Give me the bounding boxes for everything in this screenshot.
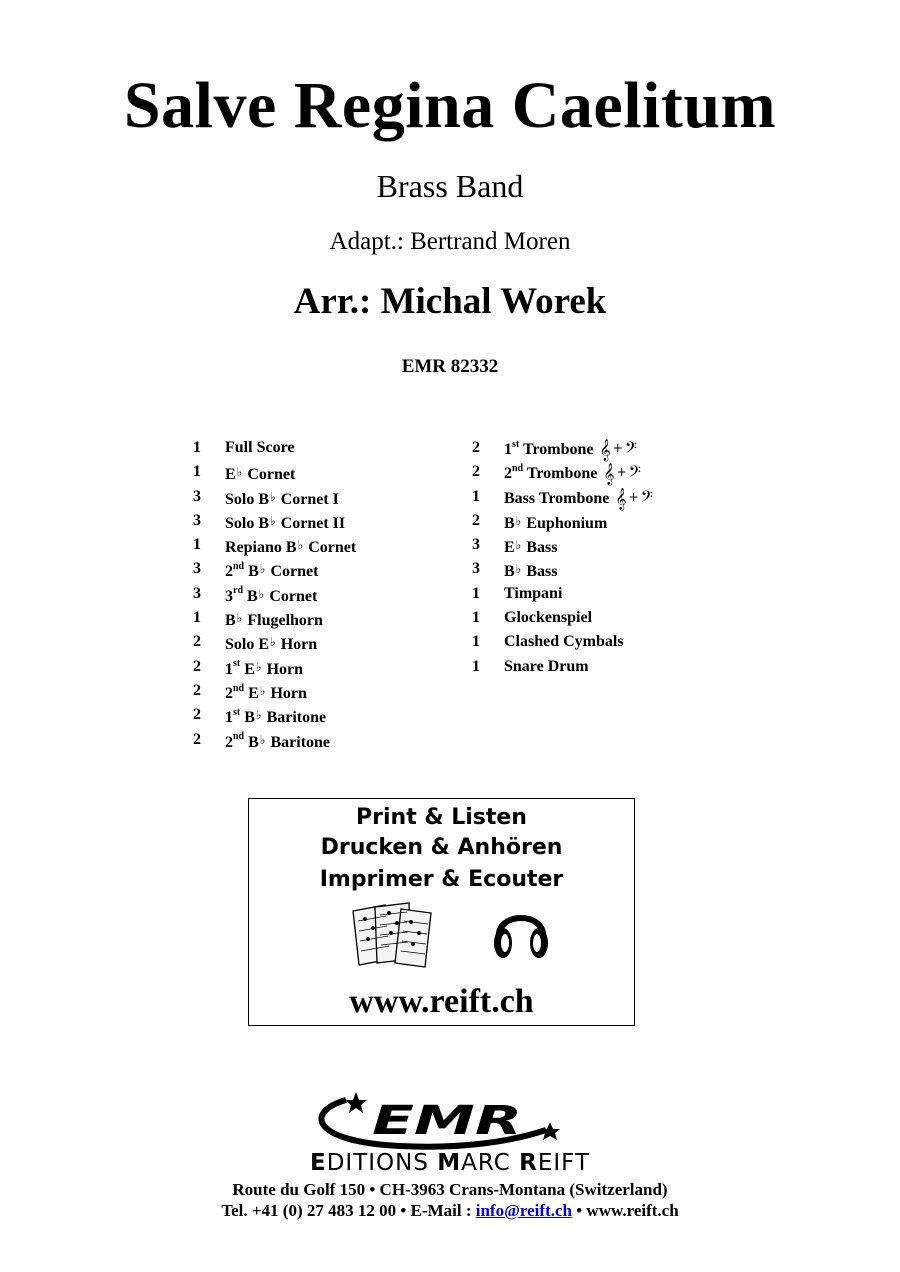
part-name <box>225 436 294 460</box>
publisher-initial: R <box>519 1150 538 1176</box>
part-name-text: Cornet <box>304 539 357 557</box>
flat-icon: ♭ <box>255 708 262 723</box>
part-name-text: B <box>504 563 515 581</box>
ordinal-number: 2 <box>225 733 233 751</box>
part-name-text: Solo B <box>225 490 270 508</box>
part-name-text: Flugelhorn <box>243 612 323 630</box>
part-quantity: 2 <box>193 657 201 675</box>
part-name-text: B <box>247 587 258 605</box>
flat-icon: ♭ <box>270 489 276 504</box>
part-quantity: 3 <box>472 560 480 578</box>
bass-clef-icon: 𝄢 <box>628 463 641 486</box>
part-name-text: Glockenspiel <box>504 609 593 627</box>
part-name-text: Euphonium <box>522 514 608 532</box>
part-quantity: 3 <box>472 536 480 554</box>
contact-phone: Tel. +41 (0) 27 483 12 00 • E-Mail : <box>221 1201 476 1220</box>
part-quantity: 1 <box>472 487 480 505</box>
part-name-text: E <box>225 466 236 484</box>
part-name-text: Bass Trombone <box>504 489 610 507</box>
part-quantity: 1 <box>193 439 201 456</box>
part-name <box>225 557 318 584</box>
part-name-text: Horn <box>276 636 318 654</box>
part-name <box>225 679 307 706</box>
part-name-text: Cornet I <box>276 490 339 508</box>
title: Salve Regina Caelitum <box>123 69 777 142</box>
ordinal-number: 2 <box>225 684 233 702</box>
part-name-text: B <box>225 612 236 630</box>
ordinal-number: 3 <box>225 587 233 605</box>
publisher-initial: E <box>309 1150 327 1176</box>
ordinal-number: 2 <box>225 563 233 581</box>
flat-icon: ♭ <box>236 611 243 626</box>
ordinal-number: 1 <box>225 709 233 727</box>
sheet-music-icon <box>349 901 441 969</box>
part-name-text: Full Score <box>225 439 295 456</box>
plus-sign: + <box>628 489 639 504</box>
part-quantity: 2 <box>193 633 201 651</box>
part-quantity: 3 <box>193 487 201 505</box>
logo-text: EMR <box>372 1098 522 1144</box>
part-name-text: Solo B <box>225 514 270 532</box>
part-name <box>504 485 653 511</box>
part-name <box>504 509 607 536</box>
part-name <box>225 485 339 512</box>
promo-line-english: Print & Listen <box>356 805 527 830</box>
part-quantity: 2 <box>472 439 480 456</box>
flat-icon: ♭ <box>515 562 522 577</box>
part-name-text: Clashed Cymbals <box>504 633 624 651</box>
treble-clef-icon: 𝄞 <box>593 439 611 461</box>
part-name <box>504 655 589 679</box>
flat-icon: ♭ <box>259 562 266 577</box>
part-name-text: Horn <box>266 684 307 702</box>
email-link[interactable]: info@reift.ch <box>475 1201 572 1220</box>
part-name <box>504 630 624 654</box>
part-name-text: B <box>244 709 255 727</box>
promo-line-french: Imprimer & Ecouter <box>319 867 564 892</box>
part-quantity: 2 <box>193 681 201 699</box>
ordinal-number: 2 <box>504 465 512 483</box>
publisher-word: ARC <box>461 1150 520 1176</box>
part-name <box>504 582 562 606</box>
part-name <box>225 606 323 633</box>
part-name <box>225 460 295 487</box>
part-name-text: Baritone <box>262 709 327 727</box>
part-name-text: B <box>248 733 259 751</box>
flat-icon: ♭ <box>259 732 266 747</box>
publisher-initial: M <box>437 1150 462 1176</box>
print-and-listen-box <box>248 798 635 1026</box>
part-name-text: Horn <box>262 660 304 678</box>
subtitle: Brass Band <box>376 168 524 204</box>
treble-clef-icon: 𝄞 <box>609 487 627 510</box>
publisher-word: EIFT <box>537 1150 591 1176</box>
catalog-number: EMR 82332 <box>401 356 499 377</box>
part-name <box>225 655 303 682</box>
part-name-text: Bass <box>522 539 558 557</box>
part-name-text: Trombone <box>526 465 598 483</box>
ordinal-suffix: st <box>233 706 241 718</box>
part-quantity: 2 <box>193 730 201 748</box>
flat-icon: ♭ <box>270 635 276 650</box>
part-name <box>225 582 317 609</box>
publisher-contact <box>0 1201 900 1221</box>
flat-icon: ♭ <box>297 538 304 553</box>
publisher-word: DITIONS <box>326 1150 438 1176</box>
part-quantity: 1 <box>193 609 201 627</box>
part-quantity: 1 <box>472 609 480 627</box>
ordinal-suffix: nd <box>233 682 245 694</box>
part-name-text: Baritone <box>266 733 331 751</box>
part-quantity: 1 <box>472 657 480 675</box>
part-name <box>504 606 592 630</box>
ordinal-suffix: st <box>233 658 241 670</box>
ordinal-number: 1 <box>504 441 512 458</box>
flat-icon: ♭ <box>255 659 262 674</box>
plus-sign: + <box>616 465 627 480</box>
ordinal-suffix: nd <box>233 731 245 743</box>
part-name-text: Cornet <box>265 587 318 605</box>
part-name <box>504 460 641 486</box>
part-name-text: E <box>248 684 259 702</box>
part-name-text: Trombone <box>522 441 594 458</box>
part-name-text: Solo E <box>225 636 270 654</box>
flat-icon: ♭ <box>515 513 522 528</box>
contact-website: • www.reift.ch <box>571 1201 679 1220</box>
flat-icon: ♭ <box>259 683 266 698</box>
part-name <box>225 703 326 730</box>
part-name-text: Cornet II <box>276 514 346 532</box>
part-name <box>225 533 356 560</box>
publisher-address: Route du Golf 150 • CH-3963 Crans-Montana (Switzerland) <box>232 1180 668 1199</box>
arranger-credit: Arr.: Michal Worek <box>293 281 607 322</box>
flat-icon: ♭ <box>270 513 276 528</box>
flat-icon: ♭ <box>236 465 243 480</box>
part-name <box>504 436 637 462</box>
ordinal-number: 1 <box>225 660 233 678</box>
part-quantity: 3 <box>193 560 201 578</box>
part-quantity: 3 <box>193 584 201 602</box>
part-name <box>225 509 345 536</box>
part-name <box>225 728 330 755</box>
part-name <box>504 533 557 560</box>
part-name-text: E <box>244 660 255 678</box>
part-name-text: Cornet <box>266 563 319 581</box>
publisher-name <box>0 1150 900 1176</box>
plus-sign: + <box>612 441 623 455</box>
promo-line-german: Drucken & Anhören <box>320 835 563 860</box>
part-quantity: 1 <box>193 536 201 554</box>
part-quantity: 2 <box>193 706 201 724</box>
ordinal-suffix: st <box>512 438 520 450</box>
flat-icon: ♭ <box>258 586 265 601</box>
part-name-text: Repiano B <box>225 539 297 557</box>
promo-website[interactable]: www.reift.ch <box>349 983 534 1020</box>
flat-icon: ♭ <box>515 538 522 553</box>
part-name-text: Snare Drum <box>504 657 589 675</box>
part-name-text: E <box>504 539 515 557</box>
bass-clef-icon: 𝄢 <box>624 439 638 461</box>
part-quantity: 2 <box>472 463 480 481</box>
ordinal-suffix: nd <box>233 561 245 573</box>
part-name-text: B <box>248 563 259 581</box>
treble-clef-icon: 𝄞 <box>597 463 615 486</box>
ordinal-suffix: nd <box>512 462 524 474</box>
headphones-icon <box>491 899 551 965</box>
ordinal-suffix: rd <box>233 585 243 597</box>
part-name-text: B <box>504 514 515 532</box>
part-quantity: 2 <box>472 511 480 529</box>
bass-clef-icon: 𝄢 <box>640 487 653 510</box>
adapter-credit: Adapt.: Bertrand Moren <box>329 228 571 255</box>
emr-logo <box>310 1090 590 1152</box>
part-name <box>504 557 557 584</box>
part-name-text: Cornet <box>243 466 296 484</box>
part-quantity: 1 <box>472 584 480 602</box>
part-quantity: 1 <box>472 633 480 651</box>
part-name-text: Bass <box>522 563 558 581</box>
part-quantity: 1 <box>193 463 201 481</box>
part-name <box>225 630 317 657</box>
part-quantity: 3 <box>193 511 201 529</box>
part-name-text: Timpani <box>504 584 563 602</box>
